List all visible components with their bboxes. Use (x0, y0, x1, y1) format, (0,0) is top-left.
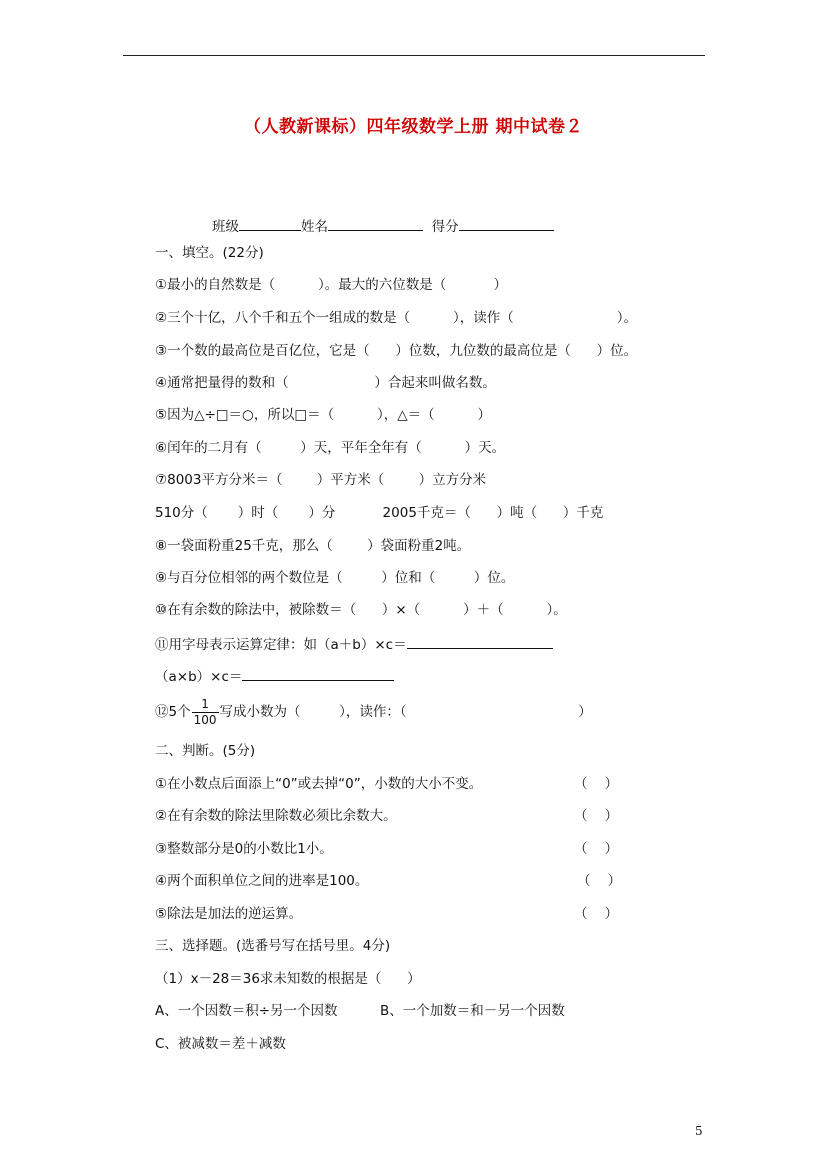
fraction-numerator: 1 (192, 697, 219, 713)
fill-question-11-continued (155, 666, 394, 686)
student-info-line (212, 216, 554, 236)
fill-question-11b-text: （a×b）×c＝ (155, 669, 243, 685)
section2-heading: 二、判断。(5分) (155, 743, 256, 759)
fill-question-6: ⑥闰年的二月有（ ）天，平年全年有（ ）天。 (155, 440, 506, 456)
judge-question-3: ③整数部分是0的小数比1小。 (155, 841, 333, 857)
judge-question-5: ⑤除法是加法的逆运算。 (155, 906, 303, 922)
class-blank[interactable] (239, 216, 301, 231)
fill-question-12 (155, 694, 592, 730)
answer-blank[interactable] (242, 666, 394, 681)
fill-question-12-suffix: 写成小数为（ ），读作：（ ） (219, 704, 592, 720)
fill-question-1: ①最小的自然数是（ ）。最大的六位数是（ ） (155, 277, 507, 293)
score-label: 得分 (431, 219, 459, 235)
answer-blank[interactable] (407, 634, 553, 649)
judge-answer-1[interactable]: （ ） (574, 776, 619, 792)
name-blank[interactable] (328, 216, 423, 231)
fill-question-11-text: ⑪用字母表示运算定律：如（a＋b）×c＝ (155, 637, 407, 653)
name-label: 姓名 (301, 219, 328, 235)
fill-question-5: ⑤因为△÷□＝○，所以□＝（ ），△＝（ ） (155, 407, 492, 423)
choice-option-c: C、被减数＝差＋减数 (155, 1036, 286, 1052)
fill-question-2: ②三个十亿，八个千和五个一组成的数是（ ），读作（ ）。 (155, 310, 638, 326)
score-blank[interactable] (459, 216, 554, 231)
judge-question-2: ②在有余数的除法里除数必须比余数大。 (155, 808, 397, 824)
judge-answer-5[interactable]: （ ） (574, 906, 619, 922)
fill-question-8: ⑧一袋面粉重25千克，那么（ ）袋面粉重2吨。 (155, 538, 471, 554)
fill-question-10: ⑩在有余数的除法中，被除数＝（ ）×（ ）＋（ ）。 (155, 602, 567, 618)
header-rule (123, 55, 705, 56)
page-title: （人教新课标）四年级数学上册 期中试卷２ (244, 117, 583, 137)
judge-answer-3[interactable]: （ ） (574, 841, 619, 857)
fraction (192, 697, 219, 728)
fill-question-7-continued: 510分（ ）时（ ）分 2005千克＝（ ）吨（ ）千克 (155, 505, 604, 521)
judge-question-4: ④两个面积单位之间的进率是100。 (155, 873, 369, 889)
section1-heading: 一、填空。(22分) (155, 245, 264, 261)
fill-question-12-prefix: ⑫5个 (155, 704, 191, 720)
page-number: 5 (695, 1124, 703, 1138)
judge-question-1: ①在小数点后面添上“0”或去掉“0”，小数的大小不变。 (155, 776, 483, 792)
choice-question-1: （1）x－28＝36求未知数的根据是（ ） (155, 971, 421, 987)
class-label: 班级 (212, 219, 239, 235)
choice-option-a: A、一个因数＝积÷另一个因数 (155, 1003, 338, 1019)
fill-question-9: ⑨与百分位相邻的两个数位是（ ）位和（ ）位。 (155, 570, 515, 586)
fraction-denominator: 100 (193, 712, 217, 727)
choice-option-b: B、一个加数＝和－另一个因数 (380, 1003, 565, 1019)
fill-question-7: ⑦8003平方分米＝（ ）平方米（ ）立方分米 (155, 472, 487, 488)
fill-question-4: ④通常把量得的数和（ ）合起来叫做名数。 (155, 375, 496, 391)
fill-question-3: ③一个数的最高位是百亿位，它是（ ）位数，九位数的最高位是（ ）位。 (155, 343, 638, 359)
fill-question-11 (155, 634, 553, 654)
judge-answer-4[interactable]: （ ） (577, 873, 622, 889)
judge-answer-2[interactable]: （ ） (574, 808, 619, 824)
section3-heading: 三、选择题。(选番号写在括号里。4分) (155, 938, 391, 954)
